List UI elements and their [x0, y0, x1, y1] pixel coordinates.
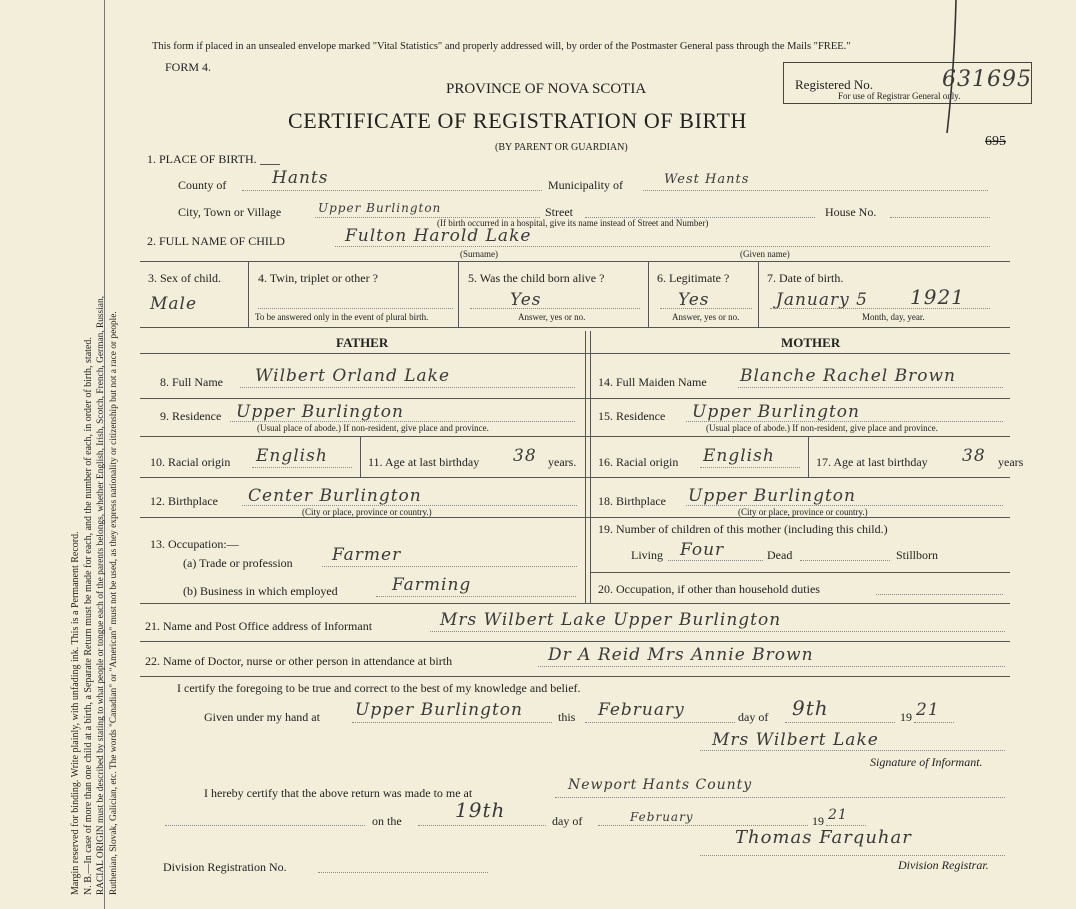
registrar-signature: Thomas Farquhar: [735, 827, 912, 848]
legitimate-line: [660, 308, 752, 309]
father-name-value: Wilbert Orland Lake: [255, 366, 451, 386]
father-age-value: 38: [513, 446, 537, 466]
rule-parents-top: [140, 353, 1010, 354]
father-residence-line: [230, 421, 575, 422]
registrar-day-line: [418, 825, 546, 826]
margin-note-3: RACIAL ORIGIN must be described by stating to what people or tongue each of the parents belongs, whether English, Irish, Scotch, French, German, Russian,: [96, 295, 106, 895]
rule-row3-top: [140, 261, 1010, 262]
trade-label: (a) Trade or profession: [183, 556, 293, 570]
street-label: Street: [545, 205, 573, 219]
city-value: Upper Burlington: [318, 201, 442, 215]
registered-number: 631695: [942, 67, 1032, 92]
registrar-use-note: For use of Registrar General only.: [838, 91, 961, 101]
father-birthplace-note: (City or place, province or country.): [302, 507, 432, 517]
county-label: County of: [178, 178, 227, 192]
given-place-line: [352, 722, 552, 723]
county-line: [242, 190, 542, 191]
county-value: Hants: [272, 168, 329, 188]
registrar-day-of-label: day of: [552, 814, 583, 828]
registrar-day-value: 19th: [455, 798, 506, 822]
mother-residence-note: (Usual place of abode.) If non-resident, give place and province.: [706, 423, 938, 433]
given-month-value: February: [598, 700, 685, 720]
mother-birthplace-value: Upper Burlington: [688, 486, 856, 506]
hospital-note: (If birth occurred in a hospital, give its name instead of Street and Number): [437, 218, 709, 228]
business-value: Farming: [392, 575, 472, 595]
place-underline: [260, 164, 280, 165]
informant-signature: Mrs Wilbert Lake: [712, 730, 879, 750]
registered-label: Registered No.: [795, 77, 873, 92]
given-day-line: [785, 722, 895, 723]
parents-divider-left: [585, 331, 586, 603]
trade-value: Farmer: [332, 545, 402, 565]
occupation-label: 13. Occupation:—: [150, 537, 239, 551]
rule-after-children: [590, 572, 1010, 573]
father-residence-note: (Usual place of abode.) If non-resident, give place and province.: [257, 423, 489, 433]
day-of-label: day of: [738, 710, 769, 724]
certificate-title: CERTIFICATE OF REGISTRATION OF BIRTH: [288, 108, 747, 133]
informant-signature-label: Signature of Informant.: [870, 755, 983, 769]
corner-number: 695: [985, 134, 1006, 149]
margin-note-1: Margin reserved for binding. Write plainly, with unfading ink. This is a Permanent Record.: [70, 531, 81, 895]
given-name-note: (Given name): [740, 249, 790, 259]
father-name-label: 8. Full Name: [160, 375, 223, 389]
dead-label: Dead: [767, 548, 793, 562]
business-label: (b) Business in which employed: [183, 584, 338, 598]
province-heading: PROVINCE OF NOVA SCOTIA: [446, 81, 647, 97]
rule-after-informant: [140, 641, 1010, 642]
doctor-label: 22. Name of Doctor, nurse or other person in attendance at birth: [145, 654, 453, 668]
doctor-value: Dr A Reid Mrs Annie Brown: [548, 645, 814, 665]
on-the-label: on the: [372, 814, 402, 828]
mother-occupation-line: [876, 594, 1003, 595]
this-label: this: [558, 710, 576, 724]
informant-value: Mrs Wilbert Lake Upper Burlington: [440, 610, 782, 630]
registrar-place-line: [555, 797, 1005, 798]
registrar-blank-line: [165, 825, 365, 826]
father-origin-line: [252, 467, 352, 468]
registrar-month-value: February: [630, 810, 694, 824]
father-heading: FATHER: [336, 335, 389, 350]
division-registrar-label: Division Registrar.: [898, 858, 989, 872]
mother-name-value: Blanche Rachel Brown: [740, 366, 956, 386]
rule-after-birthplace: [140, 517, 1010, 518]
municipality-value: West Hants: [664, 172, 750, 187]
mother-origin-line: [700, 467, 800, 468]
mother-birthplace-line: [686, 505, 1003, 506]
trade-line: [322, 566, 577, 567]
mother-residence-line: [686, 421, 1003, 422]
given-under-label: Given under my hand at: [204, 710, 320, 724]
registrar-certify-text: I hereby certify that the above return was made to me at: [204, 786, 473, 800]
child-name-line: [335, 246, 990, 247]
division-registration-label: Division Registration No.: [163, 860, 287, 874]
registrar-year-prefix: 19: [812, 814, 824, 828]
date-value: January 5: [776, 290, 868, 310]
margin-note-2: N. B.—In case of more than one child at a birth, a Separate Return must be made for each, and the number of each, in order of birth, stated.: [83, 337, 94, 895]
mother-years: years: [998, 455, 1024, 469]
child-name-value: Fulton Harold Lake: [345, 226, 532, 246]
rule-after-origin: [140, 477, 1010, 478]
city-label: City, Town or Village: [178, 205, 282, 219]
alive-value: Yes: [510, 290, 542, 310]
mother-birthplace-label: 18. Birthplace: [598, 494, 666, 508]
children-label: 19. Number of children of this mother (including this child.): [598, 522, 888, 536]
rule-after-doctor: [140, 676, 1010, 677]
father-age-divider: [360, 436, 361, 477]
divider-5: [648, 261, 649, 327]
registrar-month-line: [598, 825, 808, 826]
father-birthplace-line: [242, 505, 577, 506]
registrar-place-value: Newport Hants County: [568, 777, 753, 793]
father-age-label: 11. Age at last birthday: [368, 455, 480, 469]
given-place-value: Upper Burlington: [355, 700, 523, 720]
mother-origin-label: 16. Racial origin: [598, 455, 679, 469]
sex-label: 3. Sex of child.: [148, 271, 221, 285]
dead-line: [800, 560, 890, 561]
registrar-year-value: 21: [828, 807, 848, 823]
date-note: Month, day, year.: [862, 312, 925, 322]
mother-residence-label: 15. Residence: [598, 409, 666, 423]
given-year-value: 21: [916, 700, 940, 720]
mother-origin-value: English: [703, 446, 775, 466]
registrar-signature-line: [700, 855, 1005, 856]
mother-age-value: 38: [962, 446, 986, 466]
living-line: [668, 560, 763, 561]
mother-age-label: 17. Age at last birthday: [816, 455, 928, 469]
place-of-birth-label: 1. PLACE OF BIRTH.: [147, 152, 257, 166]
informant-label: 21. Name and Post Office address of Informant: [145, 619, 373, 633]
given-month-line: [585, 722, 735, 723]
father-origin-value: English: [256, 446, 328, 466]
father-origin-label: 10. Racial origin: [150, 455, 231, 469]
given-year-prefix: 19: [900, 710, 912, 724]
father-birthplace-label: 12. Birthplace: [150, 494, 218, 508]
business-line: [376, 596, 576, 597]
mother-residence-value: Upper Burlington: [692, 402, 860, 422]
division-registration-line: [318, 872, 488, 873]
divider-3: [248, 261, 249, 327]
child-name-label: 2. FULL NAME OF CHILD: [147, 234, 285, 248]
parents-divider-right: [590, 331, 591, 603]
given-year-line: [914, 722, 954, 723]
doctor-line: [538, 666, 1005, 667]
mother-birthplace-note: (City or place, province or country.): [738, 507, 868, 517]
alive-line: [470, 308, 640, 309]
divider-4: [458, 261, 459, 327]
twin-note: To be answered only in the event of plural birth.: [255, 312, 429, 322]
house-number-label: House No.: [825, 205, 877, 219]
legitimate-value: Yes: [678, 290, 710, 310]
father-name-line: [240, 387, 575, 388]
date-label: 7. Date of birth.: [767, 271, 844, 285]
twin-line: [258, 308, 453, 309]
alive-note: Answer, yes or no.: [518, 312, 586, 322]
stillborn-label: Stillborn: [896, 548, 939, 562]
house-number-line: [890, 217, 990, 218]
rule-row3-bottom: [140, 327, 1010, 328]
father-residence-value: Upper Burlington: [236, 402, 404, 422]
municipality-label: Municipality of: [548, 178, 623, 192]
rule-parents-bottom: [140, 603, 1010, 604]
sex-value: Male: [150, 294, 198, 314]
surname-note: (Surname): [460, 249, 498, 259]
mother-name-line: [738, 387, 1003, 388]
alive-label: 5. Was the child born alive ?: [468, 271, 605, 285]
certificate-subtitle: (BY PARENT OR GUARDIAN): [495, 142, 628, 153]
municipality-line: [643, 190, 988, 191]
mother-occupation-label: 20. Occupation, if other than household duties: [598, 582, 820, 596]
father-birthplace-value: Center Burlington: [248, 486, 422, 506]
form-number: FORM 4.: [165, 60, 212, 74]
divider-6: [758, 261, 759, 327]
date-line: [770, 308, 990, 309]
registrar-year-line: [826, 825, 866, 826]
rule-after-name: [140, 398, 1010, 399]
mother-age-divider: [808, 436, 809, 477]
living-value: Four: [680, 540, 725, 560]
margin-note-4: Ruthenian, Slovak, Galician, etc. The words "Canadian" or "American" must not be used, as they express nationality or citizenship but not a race or people.: [109, 311, 119, 895]
father-residence-label: 9. Residence: [160, 409, 222, 423]
informant-signature-line: [700, 750, 1005, 751]
date-year: 1921: [910, 285, 965, 309]
certify-text: I certify the foregoing to be true and correct to the best of my knowledge and belief.: [177, 681, 581, 695]
living-label: Living: [631, 548, 663, 562]
pen-stroke-mark: [946, 0, 958, 134]
mother-heading: MOTHER: [781, 335, 841, 350]
given-day-value: 9th: [792, 696, 829, 720]
rule-after-residence: [140, 436, 1010, 437]
twin-label: 4. Twin, triplet or other ?: [258, 271, 378, 285]
mail-notice: This form if placed in an unsealed envelope marked "Vital Statistics" and properly addressed will, by order of the Postmaster General pass through the Mails "FREE.": [152, 41, 851, 52]
informant-line: [430, 631, 1005, 632]
legitimate-note: Answer, yes or no.: [672, 312, 740, 322]
mother-name-label: 14. Full Maiden Name: [598, 375, 707, 389]
legitimate-label: 6. Legitimate ?: [657, 271, 730, 285]
father-years: years.: [548, 455, 577, 469]
